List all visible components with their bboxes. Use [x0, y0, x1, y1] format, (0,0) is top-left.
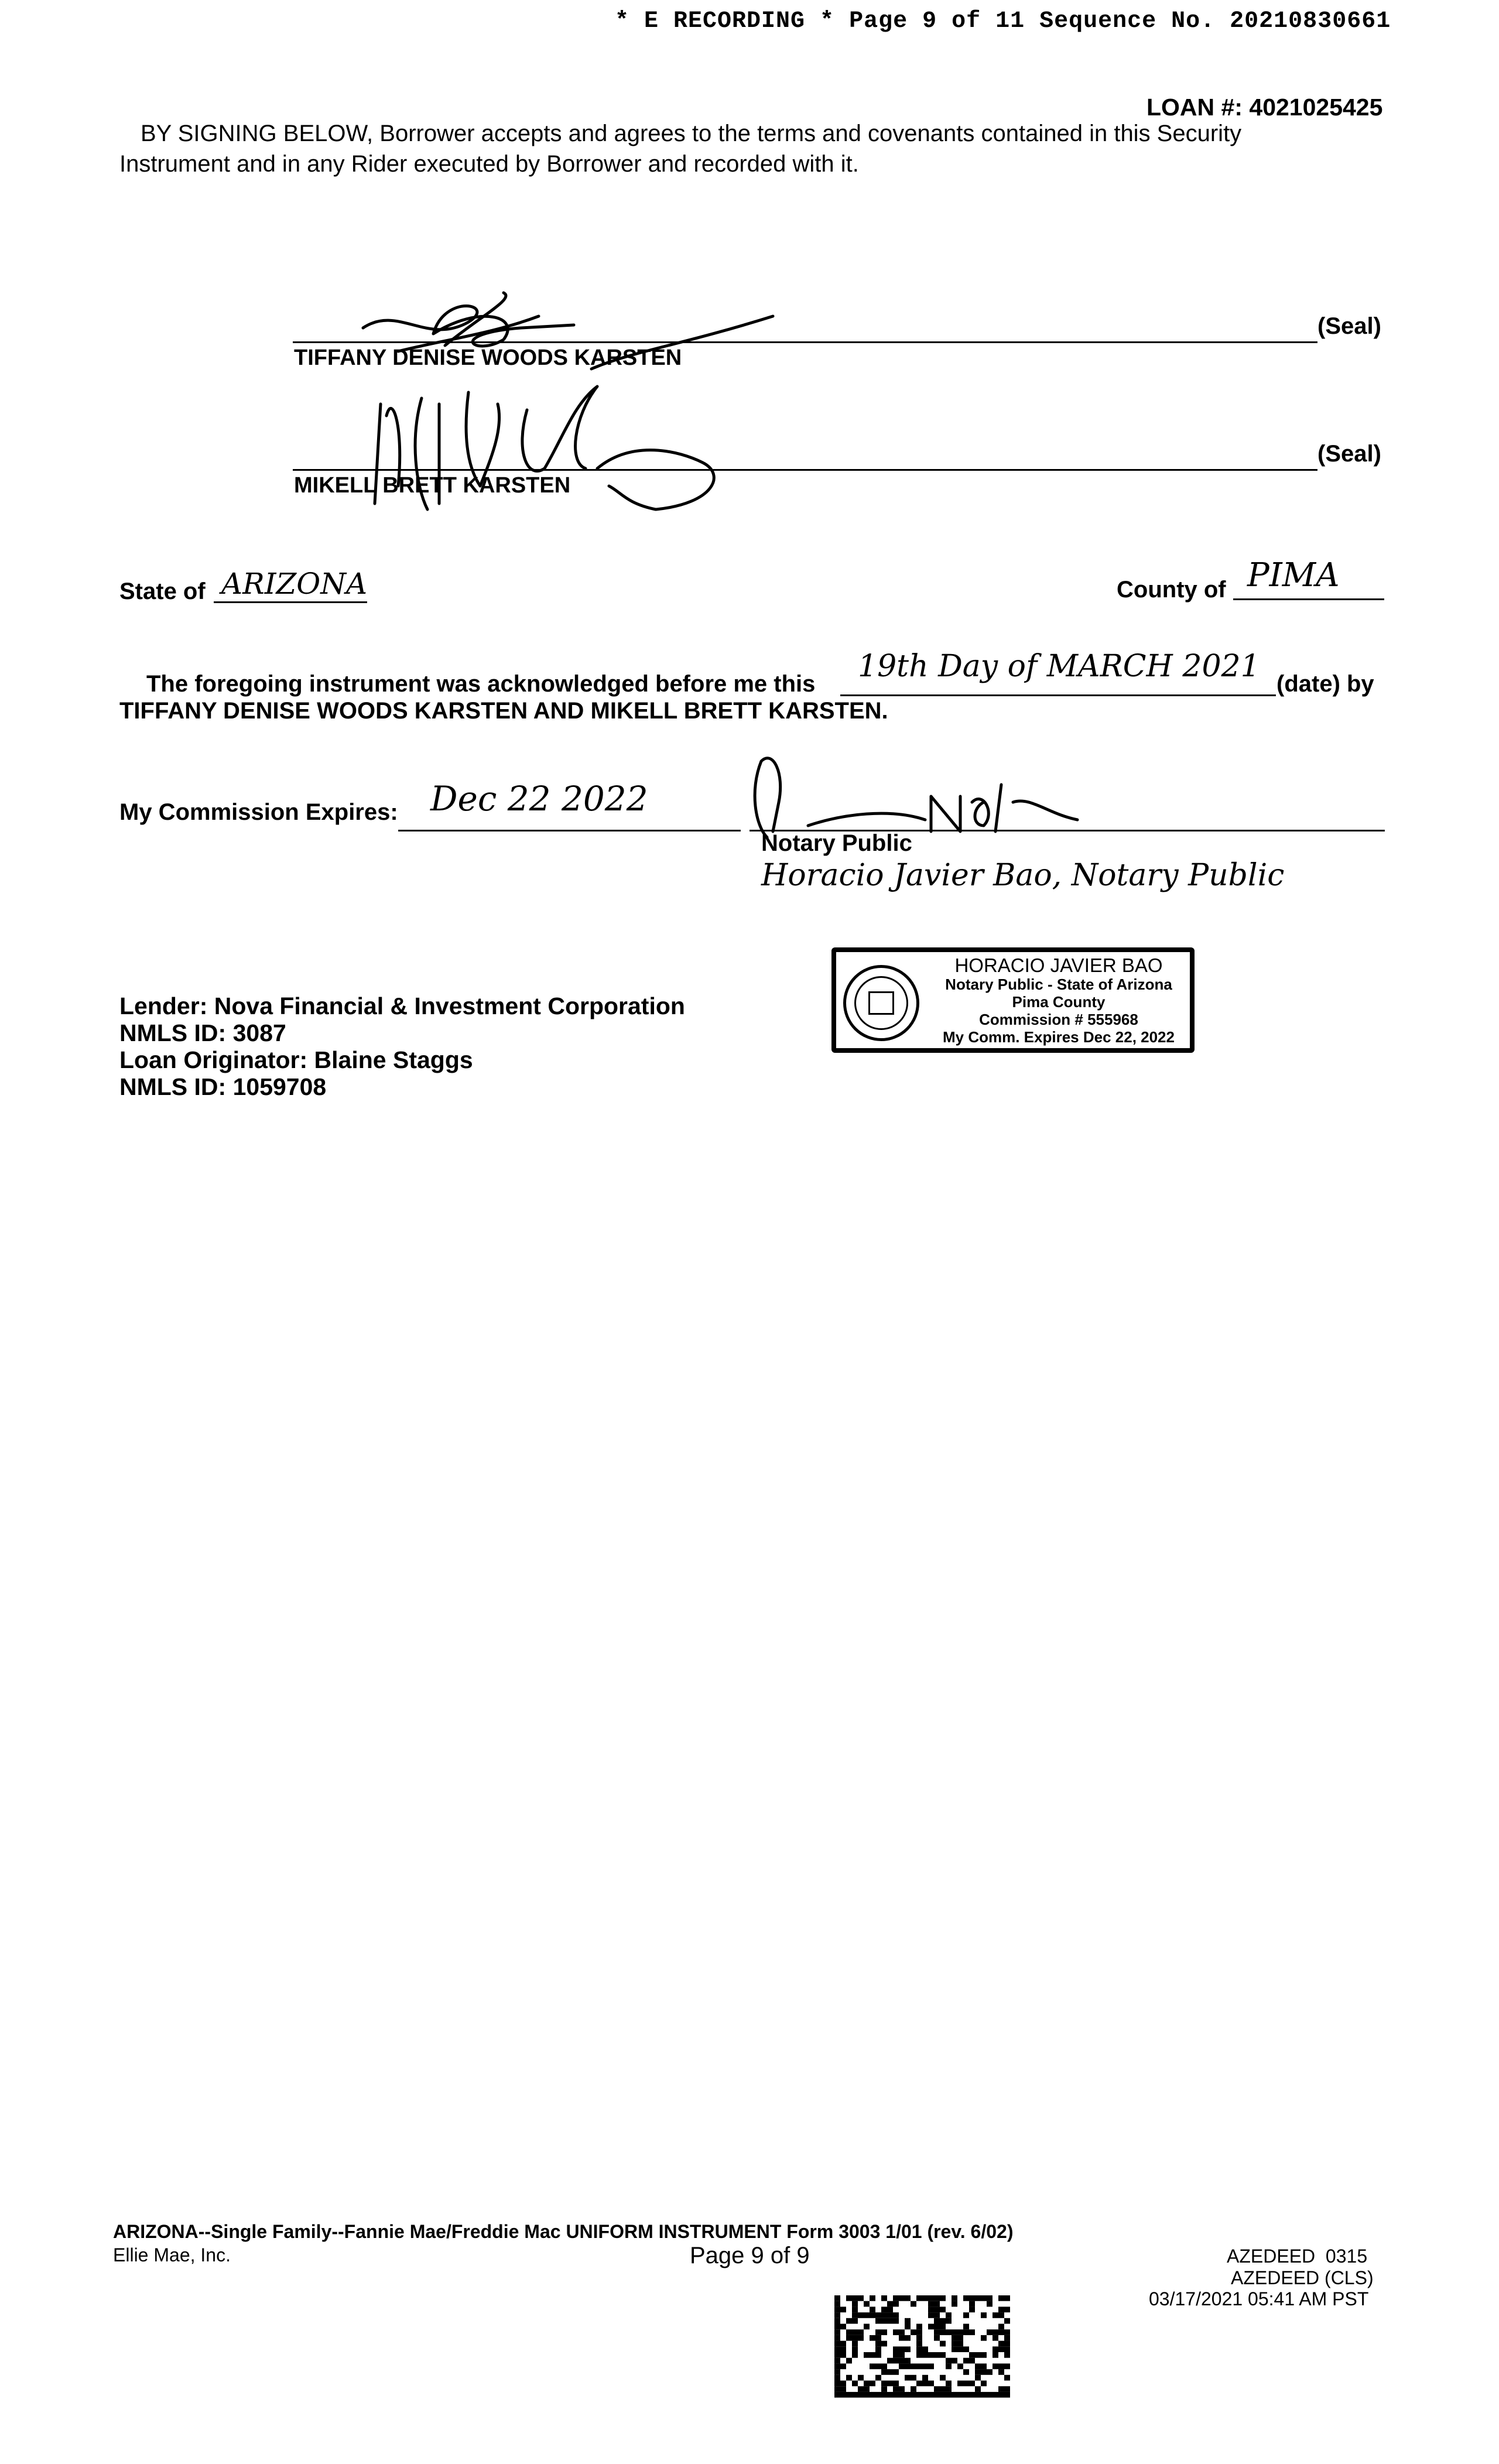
- company-name: Ellie Mae, Inc.: [113, 2244, 231, 2265]
- stamp-line-4: Commission # 555968: [979, 1011, 1138, 1028]
- signature-tiffany-image: [328, 281, 796, 375]
- lender-nmls-id: NMLS ID: 3087: [119, 1019, 286, 1046]
- seal-label-1: (Seal): [1317, 313, 1381, 339]
- stamp-line-2: Notary Public - State of Arizona: [945, 976, 1172, 993]
- intro-line-2: Instrument and in any Rider executed by Borrower and recorded with it.: [119, 151, 859, 177]
- state-line: [214, 601, 367, 603]
- notary-stamp: [831, 947, 1195, 1053]
- lender-name: Lender: Nova Financial & Investment Corporation: [119, 993, 685, 1019]
- stamp-line-3: Pima County: [1012, 993, 1106, 1011]
- notary-seal-icon: [843, 965, 919, 1041]
- state-label: State of: [119, 579, 206, 604]
- form-identifier: ARIZONA--Single Family--Fannie Mae/Freddie Mac UNIFORM INSTRUMENT Form 3003 1/01 (rev. 6/02): [113, 2221, 1014, 2242]
- borrower-name-2: MIKELL BRETT KARSTEN: [294, 473, 571, 498]
- commission-handwritten: Dec 22 2022: [430, 779, 648, 819]
- state-handwritten: ARIZONA: [221, 567, 368, 601]
- notary-public-label: Notary Public: [761, 830, 912, 856]
- signature-mikell-image: [351, 369, 761, 521]
- stamp-name: HORACIO JAVIER BAO: [954, 954, 1163, 976]
- commission-line: [398, 830, 741, 831]
- acknowledged-parties: TIFFANY DENISE WOODS KARSTEN AND MIKELL BRETT KARSTEN.: [119, 698, 888, 724]
- commission-label: My Commission Expires:: [119, 799, 398, 825]
- footer-code-2: AZEDEED (CLS): [1231, 2267, 1374, 2288]
- recording-header: * E RECORDING * Page 9 of 11 Sequence No. 20210830661: [615, 8, 1391, 35]
- date-suffix: (date) by: [1276, 671, 1374, 697]
- footer-timestamp: 03/17/2021 05:41 AM PST: [1149, 2288, 1369, 2309]
- seal-label-2: (Seal): [1317, 441, 1381, 467]
- stamp-line-5: My Comm. Expires Dec 22, 2022: [943, 1028, 1175, 1046]
- acknowledgment-text: The foregoing instrument was acknowledged before me this: [146, 671, 816, 697]
- county-handwritten: PIMA: [1247, 556, 1340, 594]
- page-number: Page 9 of 9: [690, 2243, 810, 2268]
- date-handwritten: 19th Day of MARCH 2021: [858, 649, 1260, 684]
- borrower-name-1: TIFFANY DENISE WOODS KARSTEN: [294, 345, 682, 370]
- originator-nmls-id: NMLS ID: 1059708: [119, 1073, 327, 1100]
- date-line: [840, 694, 1276, 696]
- loan-originator: Loan Originator: Blaine Staggs: [119, 1046, 473, 1073]
- notary-printed-name: Horacio Javier Bao, Notary Public: [761, 858, 1285, 893]
- footer-code-1: AZEDEED 0315: [1227, 2246, 1368, 2267]
- barcode-icon: [834, 2295, 1010, 2398]
- loan-number: LOAN #: 4021025425: [1147, 94, 1383, 121]
- county-line: [1233, 598, 1384, 600]
- county-label: County of: [1117, 577, 1226, 603]
- notary-signature-image: [738, 738, 1101, 843]
- intro-line-1: BY SIGNING BELOW, Borrower accepts and agrees to the terms and covenants contained in this Security: [141, 121, 1242, 146]
